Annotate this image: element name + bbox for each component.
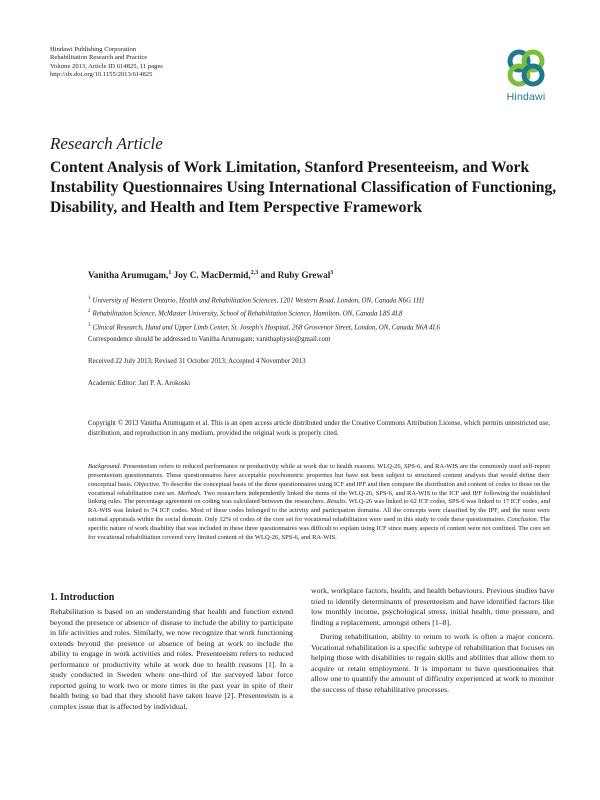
paragraph: Rehabilitation is based on an understanding that health and function extend beyond the presence or absence of disease to include the ability to participate in life activities and roles. Similarly, we now recognize that work functioning extends beyond the presence or absence of being at work to include the ability to engage in work activities and roles. Presenteeism refers to reduced performance or productivity while at work due to health reasons [1]. In a study conducted in Sweden where one-third of the surveyed labor force reported going to work two or more times in the past year in spite of their health being so bad that they should have taken leave [2]. Presenteeism is a complex issue that is affected by individual, (50, 607, 293, 711)
abstract-label-objective: Objective. (134, 480, 161, 488)
journal-name: Rehabilitation Research and Practice (50, 54, 148, 62)
publisher-logo (498, 46, 554, 106)
author-name: Joy C. MacDermid, (171, 270, 251, 281)
paragraph: work, workplace factors, health, and health behaviours. Previous studies have tried to identify determinants of presenteeism and have identified factors like low monthly income, psychological stress, initial health, time pressure, and finding a replacement, amongst others [1–8]. (311, 586, 554, 627)
affiliation-item: $^1$ University of Western Ontario, Health and Rehabilitation Sciences, 1201 Western Road, London, ON, Canada N6G 1H1 (88, 296, 425, 305)
abstract-label-conclusion: Conclusion. (507, 516, 539, 524)
author-affil-ref: 3 (330, 270, 334, 276)
paper-title: Content Analysis of Work Limitation, Stanford Presenteeism, and Work Instability Questionnaires Using International Classification of Functioning, Disability, and Health and Item Perspective Framework (50, 159, 557, 216)
correspondence: Correspondence should be addressed to Vanitha Arumugam; vanithaphysio@gmail.com (88, 336, 331, 343)
author-list (88, 270, 333, 280)
abstract: Background. Presenteeism refers to reduced performance or productivity while at work due to health reasons. WLQ-26, SPS-6, and RA-WIS are the commonly used self-report presenteeism questionnaires. These questionnaires have acceptable psychometric properties but have not been subject to structured content analysis that would define their conceptual basis. Objective. To describe the conceptual basis of the three questionnaires using ICF and IPF and then compare the distribution and content of codes to those on the vocational rehabilitation core set. Methods. Two researchers independently linked the items of the WLQ-26, SPS-6, and RA-WIS to the ICF and IPF following the established linking rules. The percentage agreement on coding was calculated between the researchers. Results. WLQ-26 was linked to 62 ICF codes, SPS-6 was linked to 17 ICF codes, and RA-WIS was linked to 74 ICF codes. Most of these codes belonged to the activity and participation domains. All the concepts were classified by the IPF, and the most were rational appraisals within the social domain. Only 12% of codes of the core set for vocational rehabilitation were used in this study to code these questionnaires. Conclusion. The specific nature of work disability that was included in these three questionnaires was difficult to explain using ICF since many aspects of content were not confined. The core set for vocational rehabilitation covered very limited content of the WLQ-26, SPS-6, and RA-WIS. (88, 463, 550, 541)
affiliation-item: $^3$ Clinical Research, Hand and Upper Limb Center, St. Joseph's Hospital, 268 Grosvenor Street, London, ON, Canada N6A 4L6 (88, 322, 440, 331)
journal-volume: Volume 2013, Article ID 614825, 11 pages (50, 62, 163, 70)
abstract-label-results: Results. (326, 498, 348, 506)
intro-column-right (311, 586, 554, 695)
journal-info (50, 46, 163, 80)
section-heading-introduction: 1. Introduction (50, 592, 115, 603)
author-name: Vanitha Arumugam, (88, 270, 169, 281)
author-name: and Ruby Grewal (258, 270, 331, 281)
affiliations (88, 293, 558, 333)
journal-publisher: Hindawi Publishing Corporation (50, 46, 137, 53)
academic-editor: Academic Editor: Jari P. A. Arokoski (88, 380, 191, 387)
abstract-label-background: Background. (88, 463, 122, 470)
hindawi-logo-icon (504, 46, 548, 90)
copyright-notice: Copyright © 2013 Vanitha Arumugam et al. This is an open access article distributed under the Creative Commons Attribution License, which permits unrestricted use, distribution, and reproduction in any medium, provided the original work is properly cited. (88, 420, 550, 437)
abstract-label-methods: Methods. (177, 489, 202, 497)
logo-text: Hindawi (506, 91, 546, 103)
intro-column-left (50, 607, 293, 712)
affiliation-item: $^2$ Rehabilitation Science, McMaster University, School of Rehabilitation Science, Hamilton, ON, Canada L8S 4L8 (88, 309, 403, 318)
author-affil-ref: 1 (168, 270, 172, 276)
journal-doi: http://dx.doi.org/10.1155/2013/614825 (50, 71, 153, 79)
article-type: Research Article (50, 134, 163, 153)
author-affil-ref: 2,3 (250, 270, 259, 276)
paragraph: During rehabilitation, ability to return to work is often a major concern. Vocational rehabilitation is a specific subtype of rehabilitation that focuses on helping those with disabilities to regain skills and abilities that allow them to acquire or retain employment. It is important to have questionnaires that allow one to quantify the amount of difficulty experienced at work to monitor the success of these rehabilitative processes. (311, 632, 554, 694)
dates: Received 22 July 2013; Revised 31 October 2013; Accepted 4 November 2013 (88, 358, 306, 365)
